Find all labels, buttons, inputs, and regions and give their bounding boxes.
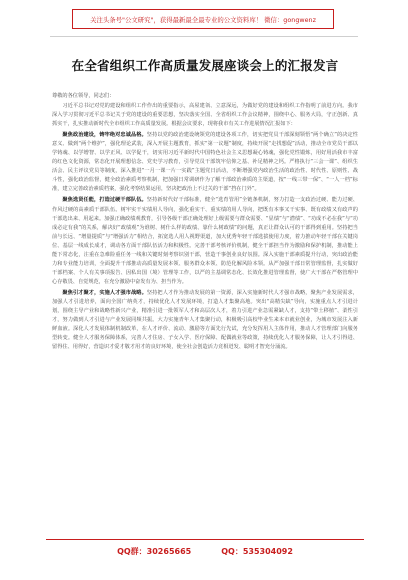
salutation: 尊敬的各位领导，同志们：	[52, 93, 115, 99]
footer-divider	[46, 539, 364, 540]
paragraph-cadre-selection	[52, 196, 358, 286]
paragraph-lead: 聚焦引才聚才，实施人才强市战略。	[62, 289, 147, 296]
banner-text: 关注头条号"公文研究"，获得最新最全最专业的公文资料库！ 微信：gongwenz	[90, 15, 316, 24]
paragraph-text: 坚持把人才作为推动发展的第一资源，深入实施新时代人才强市战略，聚焦产业发展需求，加强人才引进培养，面向全国广纳英才，持续优化人才发展环境，打造人才集聚高地。突出“高精尖缺”导向，实施重点人才引进计划，围绕主导产业和战略性新兴产业，精准引进一批领军人才和高层次人才，着力引进产业急需紧缺人才，支持“带土移植”、柔性引才，努力做到人才引进与产业发展同频共振。大力实施青年人才集聚行动，积极吸引高校毕业生来本市就业创业，为城市发展注入新鲜血液。深化人才发展体制机制改革，在人才评价、流动、激励等方面先行先试，充分发挥用人主体作用，推动人才管理部门向服务型转变。健全人才服务保障体系，完善人才住房、子女入学、医疗保障、配偶就业等政策，持续优化人才服务保障，让人才引得进、留得住、用得好，营造识才爱才敬才用才的良好环境，使全社会创造活力竞相迸发、聪明才智充分涌流。	[52, 289, 358, 351]
paragraph-text: 坚持新时代好干部标准，健全“选育管用”全链条机制，努力打造一支政治过硬、能力过硬、作风过硬的高素质干部队伍。树牢实干实绩用人导向，强化重实干、重实绩的用人导向，把既有本事又干实事、既有政绩又有政声的干部选出来、用起来。加强正确政绩观教育，引导各级干部正确处理好上级需要与群众需要、“显绩”与“潜绩”、“功成不必在我”与“功成必定有我”的关系，解决好“政绩观”为谁树、树什么样的政绩、靠什么树政绩”的问题，真正让群众认可的干部得到重用。坚持把当前与长远、“增量提质”与“增强活力”相结合，拓宽选人用人视野渠道，加大优秀年轻干部选拔使用力度，着力推动年轻干部在关键岗位、基层一线成长成才，调动各方面干部队伍活力和积极性。完善干部考核评价机制，健全干部担当作为激励和保护机制，推动能上能下常态化，注重在急难险重任务一线和关键时刻考察识别干部，营造干事创业良好氛围。深入实施干部素质提升行动，突出政治能力和专业能力培训，全面提升干部推动高质量发展本领、服务群众本领、防范化解风险本领。从严加强干部日常管理监督，扎实做好干部档案、个人有关事项报告、因私出国（境）管理等工作，以严的主基调常态化、长效化推进管理监督，使广大干部在严格管理中心存敬畏、自觉规范，在充分激励中奋发有为、担当作为。	[52, 197, 358, 285]
paragraph-talent	[52, 289, 358, 352]
footer	[46, 546, 364, 557]
paragraph-text: 习近平总书记对党的建设和组织工作作出的重要指示，高屋建瓴、立意深远，为做好党的建设和组织工作指明了前进方向。我市深入学习贯彻习近平总书记关于党的建设的重要思想，坚决落实全国、全省组织工作会议精神，围绕中心、服务大局，守正创新、真抓实干，扎实推动新时代全市组织工作高质量发展。根据会议要求，现将我市有关工作进展情况汇报如下：	[52, 103, 358, 128]
document-body	[52, 56, 358, 354]
footer-qq: QQ：535304092	[221, 547, 293, 556]
document-title: 在全省组织工作高质量发展座谈会上的汇报发言	[71, 58, 339, 73]
top-divider	[50, 36, 358, 37]
paragraph-lead: 聚焦政治建设，铸牢绝对忠诚品格。	[62, 132, 147, 139]
paragraph-political-building	[52, 131, 358, 194]
paragraph-text: 坚持以党的政治建设统领党的建设各项工作，切实把党员干部深刻领悟“两个确立”的决定性意义、做到“两个维护”，强化理论武装，深入开展主题教育，抓实“第一议题”制度，持续开展“走找想促”活动，推动全市党员干部以学铸魂、以学增智、以学正风、以学促干，切实用习近平新时代中国特色社会主义思想凝心铸魂，强化党性锻炼，用好用活我市丰富的红色文化资源，常态化开展理想信念、党史学习教育，引导党员干部筑牢信仰之基、补足精神之钙。严格执行“三会一课”、组织生活会、民主评议党员等制度，深入推进“一月一课一片一实践”主题党日活动，不断增强党内政治生活的政治性、时代性、原则性、战斗性，强化政治监督，健全政治素质考察机制，把加强日常调研作为了解干部政治素质的主渠道，按“一线三带一保”、“一人一档”标准，建立完善政治素质档案，强化考察结果运用，坚决把政治上不过关的干部“挡在门外”。	[52, 132, 358, 193]
paragraph-lead: 聚焦选贤任能，打造过硬干部队伍。	[62, 197, 147, 204]
paragraph-intro	[52, 102, 358, 129]
top-banner	[72, 9, 334, 29]
footer-qq-group: QQ群：30265665	[117, 547, 192, 556]
